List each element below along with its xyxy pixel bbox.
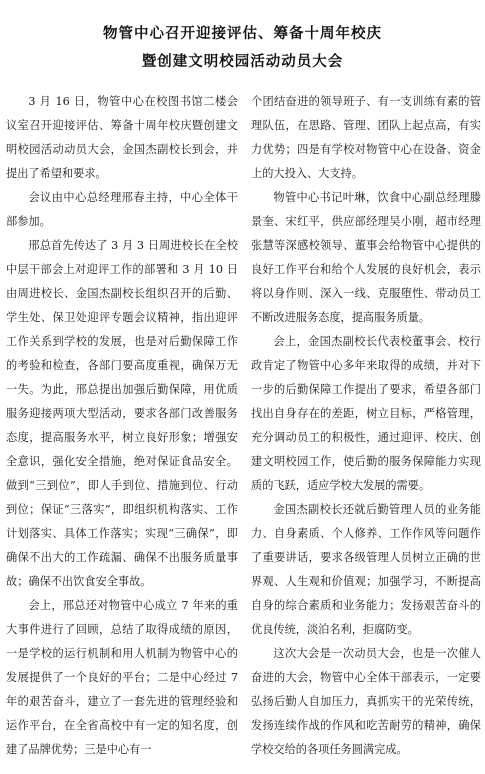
paragraph: 会上，邢总还对物管中心成立 7 年来的重大事件进行了回顾，总结了取得成绩的原因，一是学校的运行机制和用人机制为物管中心的发展提供了一个良好的平台；二是中心经过 7 年的艰苦奋斗，建立了一套先进的管理经验和运作平台，在全省高校中有一定的知名度，创建了品牌优势；三是中心有一 xyxy=(6,599,238,756)
paragraph: 3 月 16 日，物管中心在校图书馆二楼会议室召开迎接评估、筹备十周年校庆暨创建文明校园活动动员大会，金国杰副校长到会，并提出了希望和要求。 xyxy=(6,95,238,180)
paragraph-continued: 个团结奋进的领导班子、有一支训练有素的管理队伍，在思路、管理、团队上起点高，有实力优势；四是有学校对物管中心在设备、资金上的大投入、大支持。 xyxy=(251,95,481,180)
paragraph: 这次大会是一次动员大会，也是一次催人奋进的大会，物管中心全体干部表示，一定要弘扬后勤人自加压力，真抓实干的光荣传统，发扬连续作战的作风和吃苦耐劳的精神，确保学校交给的各项任务圆满完成。 xyxy=(251,647,481,756)
document-title-line-2: 暨创建文明校园活动动员大会 xyxy=(141,54,344,70)
right-text-column xyxy=(251,90,481,762)
paragraph: 会议由中心总经理邢春主持，中心全体干部参加。 xyxy=(6,191,238,228)
paragraph: 邢总首先传达了 3 月 3 日周进校长在全校中层干部会上对迎评工作的部署和 3 月 10 日由周进校长、金国杰副校长组织召开的后勤、学生处、保卫处迎评专题会议精神，指出迎评工作关系到学校的发展，也是对后勤保障工作的考验和检查，各部门要高度重视，确保万无一失。为此，邢总提出加强后勤保障，用优质服务迎接两项大型活动，要求各部门改善服务态度，提高服务水平，树立良好形象；增强安全意识，强化安全措施，绝对保证食品安全。做到“三到位”，即人手到位、措施到位、行动到位；保证“三落实”，即组织机构落实、工作计划落实、具体工作落实；实现“三确保”，即确保不出大的工作疏漏、确保不出服务质量事故；确保不出饮食安全事故。 xyxy=(6,239,238,588)
left-text-column xyxy=(6,90,238,762)
paragraph: 物管中心书记叶琳，饮食中心副总经理滕景奎、宋红平，供应部经理吴小刚，超市经理张慧等深感校领导、董事会给物管中心提供的良好工作平台和给个人发展的良好机会，表示将以身作则、深入一线、克服堕性、带动员工不断改进服务态度，提高服务质量。 xyxy=(251,191,481,324)
paragraph: 金国杰副校长还就后勤管理人员的业务能力、自身素质、个人修养、工作作风等问题作了重要讲话，要求各级管理人员树立正确的世界观、人生观和价值观；加强学习，不断提高自身的综合素质和业务能力；发扬艰苦奋斗的优良传统，淡泊名利，拒腐防变。 xyxy=(251,503,481,636)
document-title-line-1: 物管中心召开迎接评估、筹备十周年校庆 xyxy=(103,26,382,42)
paragraph: 会上，金国杰副校长代表校董事会、校行政肯定了物管中心多年来取得的成绩，并对下一步的后勤保障工作提出了要求，希望各部门找出自身存在的差距，树立目标，严格管理，充分调动员工的积极性，通过迎评、校庆、创建文明校园工作，使后勤的服务保障能力实现质的飞跃，适应学校大发展的需要。 xyxy=(251,335,481,492)
